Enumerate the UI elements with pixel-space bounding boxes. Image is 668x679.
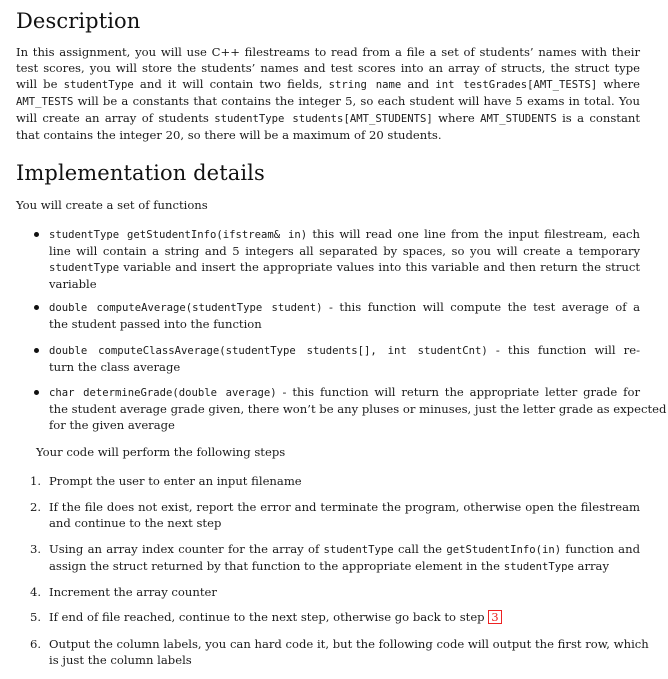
inline-code: studentType getStudentInfo(ifstream& in)	[49, 229, 308, 241]
bullet-dot-icon	[34, 232, 39, 237]
text-line: char determineGrade(double average) - this function will return the appropriate letter grade for	[49, 385, 640, 399]
text-line: In this assignment, you will use C++ filestreams to read from a file a set of students’ names with their	[16, 45, 640, 59]
text-line: the student passed into the function	[49, 317, 262, 331]
step-text	[49, 473, 640, 489]
text-line: test scores, you will store the students’ names and test scores into an array of structs, the struct type	[16, 61, 640, 75]
step-item	[30, 584, 640, 600]
step-text	[49, 499, 640, 531]
function-bullet	[34, 299, 640, 332]
inline-code: AMT_STUDENTS	[480, 113, 557, 125]
function-bullet	[34, 384, 667, 433]
step-text	[49, 541, 640, 575]
bullet-text	[49, 299, 640, 332]
inline-code: double computeClassAverage(studentType students[], int studentCnt)	[49, 345, 488, 357]
step-item	[30, 499, 640, 531]
inline-code: int testGrades[AMT_TESTS]	[435, 79, 598, 91]
text-line: is just the column labels	[49, 653, 192, 667]
step-item	[30, 541, 640, 575]
text-line: assign the struct returned by that function to the appropriate element in the studentType array	[49, 559, 610, 573]
description-paragraph	[16, 44, 640, 143]
text-line: for the given average	[49, 418, 175, 432]
text-line: will create an array of students studentType students[AMT_STUDENTS] where AMT_STUDENTS is a constant	[16, 111, 640, 125]
inline-code: AMT_TESTS	[16, 96, 74, 108]
step-number: 5.	[30, 610, 42, 624]
inline-code: studentType	[503, 561, 574, 573]
text-line: studentType variable and insert the appropriate values into this variable and then return the struct	[49, 260, 640, 274]
text-line: line will contain a string and 5 integers all separated by spaces, so you will create a temporary	[49, 244, 640, 258]
section-heading-implementation: Implementation details	[16, 161, 265, 185]
text-line: studentType getStudentInfo(ifstream& in) this will read one line from the input filestream, each	[49, 227, 640, 241]
inline-code: studentType	[323, 544, 394, 556]
text-line: turn the class average	[49, 360, 181, 374]
step-item	[30, 636, 649, 668]
text-line: double computeAverage(studentType student) - this function will compute the test average of a	[49, 300, 640, 314]
function-bullet	[34, 226, 640, 292]
steps-intro: Your code will perform the following steps	[36, 445, 286, 459]
inline-code: getStudentInfo(in)	[446, 544, 562, 556]
text-line: that contains the integer 20, so there will be a maximum of 20 students.	[16, 128, 442, 142]
inline-code: studentType students[AMT_STUDENTS]	[214, 113, 433, 125]
bullet-dot-icon	[34, 348, 39, 353]
text-line: Using an array index counter for the array of studentType call the getStudentInfo(in) function and	[49, 542, 640, 556]
inline-code: double computeAverage(studentType student)	[49, 302, 323, 314]
text-line: AMT_TESTS will be a constants that contains the integer 5, so each student will have 5 exams in total. You	[16, 94, 640, 108]
text-line: and continue to the next step	[49, 516, 222, 530]
text-line: double computeClassAverage(studentType students[], int studentCnt) - this function will re-	[49, 343, 640, 357]
functions-intro: You will create a set of functions	[16, 198, 208, 212]
inline-code: string name	[328, 79, 402, 91]
inline-code: studentType	[49, 262, 120, 274]
text-line: will be studentType and it will contain two fields, string name and int testGrades[AMT_TESTS] where	[16, 77, 641, 91]
text-line: If the file does not exist, report the error and terminate the program, otherwise open the filestream	[49, 500, 640, 514]
step-number: 2.	[30, 500, 42, 514]
step-number: 3.	[30, 542, 42, 556]
bullet-text	[49, 384, 667, 433]
step-number: 6.	[30, 637, 42, 651]
text-line: Output the column labels, you can hard code it, but the following code will output the first row, which	[49, 637, 649, 651]
section-heading-description: Description	[16, 9, 141, 33]
inline-code: char determineGrade(double average)	[49, 387, 277, 399]
step-reference-link[interactable]: 3	[488, 610, 501, 624]
step-text	[49, 584, 640, 600]
step-text	[49, 636, 649, 668]
text-line: Prompt the user to enter an input filename	[49, 474, 302, 488]
step-item	[30, 609, 640, 625]
bullet-text	[49, 342, 640, 375]
text-line: the student average grade given, there won’t be any pluses or minuses, just the letter grade as expected	[49, 402, 667, 416]
step-item	[30, 473, 640, 489]
step-number: 1.	[30, 474, 42, 488]
text-line: variable	[49, 277, 97, 291]
step-number: 4.	[30, 585, 42, 599]
step-text	[49, 609, 640, 625]
text-line: If end of file reached, continue to the next step, otherwise go back to step 3	[49, 609, 640, 625]
bullet-text	[49, 226, 640, 292]
function-bullet	[34, 342, 640, 375]
inline-code: studentType	[63, 79, 134, 91]
text-line: Increment the array counter	[49, 585, 217, 599]
bullet-dot-icon	[34, 305, 39, 310]
bullet-dot-icon	[34, 390, 39, 395]
